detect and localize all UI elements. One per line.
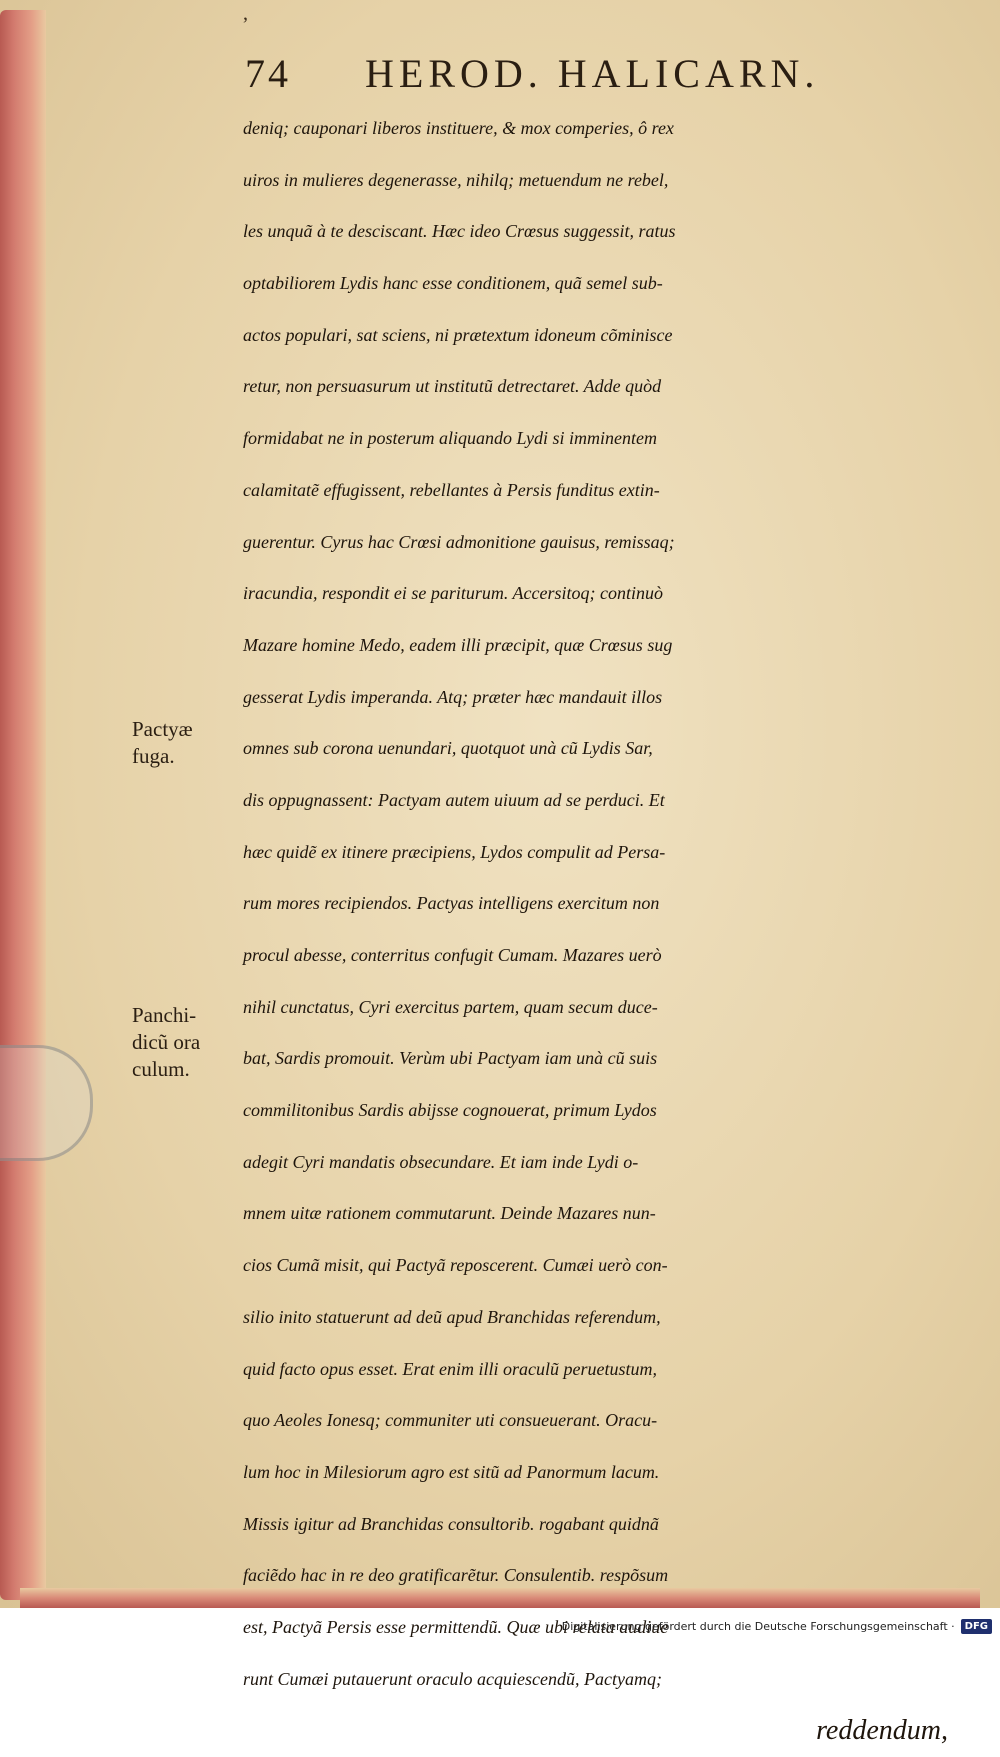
text-line: formidabat ne in posterum aliquando Lydi si imminentem	[243, 428, 657, 449]
digitization-footer	[562, 1616, 992, 1636]
body-text	[243, 103, 963, 1757]
text-line: quid facto opus esset. Erat enim illi oraculũ peruetustum,	[243, 1358, 657, 1379]
text-line: uiros in mulieres degenerasse, nihilq; metuendum ne rebel,	[243, 169, 669, 190]
ink-mark: ʼ	[242, 14, 249, 36]
text-line: runt Cumæi putauerunt oraculo acquiescendũ, Pactyamq;	[243, 1668, 662, 1689]
margin-note-line: dicũ ora	[132, 1030, 201, 1054]
text-line: retur, non persuasurum ut institutũ detrectaret. Adde quòd	[243, 376, 662, 397]
text-line: faciẽdo hac in re deo gratificarẽtur. Consulentib. respõsum	[243, 1565, 669, 1586]
text-line: rum mores recipiendos. Pactyas intelligens exercitum non	[243, 893, 660, 914]
text-line: procul abesse, conterritus confugit Cumam. Mazares uerò	[243, 945, 662, 965]
text-line: silio inito statuerunt ad deũ apud Branchidas referendum,	[243, 1306, 661, 1327]
margin-note-line: culum.	[132, 1057, 190, 1081]
margin-note-line: fuga.	[132, 744, 175, 768]
catchword: reddendum,	[816, 1715, 948, 1747]
text-line: bat, Sardis promouit. Verùm ubi Pactyam iam unà cũ suis	[243, 1048, 658, 1069]
text-line: hæc quidẽ ex itinere præcipiens, Lydos compulit ad Persa-	[243, 841, 666, 862]
text-line: les unquã à te desciscant. Hæc ideo Crœsus suggessit, ratus	[243, 221, 676, 242]
margin-note-pactyae-fuga	[132, 716, 242, 770]
dfg-logo-icon: DFG	[961, 1619, 992, 1634]
text-line: optabiliorem Lydis hanc esse conditionem, quã semel sub-	[243, 273, 663, 294]
page-number: 74	[245, 51, 291, 96]
page-edge-left	[0, 10, 46, 1600]
text-line: omnes sub corona uenundari, quotquot unà cũ Lydis Sar,	[243, 738, 653, 759]
text-line: Mazare homine Medo, eadem illi præcipit, quæ Crœsus sug	[243, 634, 673, 655]
text-line: cios Cumã misit, qui Pactyã reposcerent. Cumæi uerò con-	[243, 1255, 668, 1276]
text-line: actos populari, sat sciens, ni prætextum idoneum cõminisce	[243, 324, 673, 345]
text-line: iracundia, respondit ei se pariturum. Accersitoq; continuò	[243, 583, 663, 604]
margin-note-panchidicum-oraculum	[132, 1002, 242, 1083]
text-line: deniq; cauponari liberos instituere, & mox comperies, ô rex	[243, 118, 674, 138]
text-line: mnem uitæ rationem commutarunt. Deinde Mazares nun-	[243, 1203, 656, 1224]
text-line: Missis igitur ad Branchidas consultorib. rogabant quidnã	[243, 1513, 659, 1534]
text-line: calamitatẽ effugissent, rebellantes à Persis funditus extin-	[243, 479, 660, 500]
text-line: gesserat Lydis imperanda. Atq; præter hæc mandauit illos	[243, 686, 663, 707]
text-line: quo Aeoles Ionesq; communiter uti consueuerant. Oracu-	[243, 1410, 658, 1431]
footer-credit: Digitalisierung gefördert durch die Deutsche Forschungsgemeinschaft ·	[561, 1619, 955, 1633]
text-line: commilitonibus Sardis abijsse cognouerat, primum Lydos	[243, 1100, 657, 1121]
text-line: nihil cunctatus, Cyri exercitus partem, quam secum duce-	[243, 996, 658, 1017]
running-title: HEROD. HALICARN.	[365, 51, 820, 96]
text-line: est, Pactyã Persis esse permittendũ. Quæ ubi relata audiue	[243, 1616, 669, 1637]
margin-note-line: Panchi-	[132, 1003, 197, 1027]
text-line: dis oppugnassent: Pactyam autem uiuum ad se perduci. Et	[243, 789, 665, 810]
text-line: adegit Cyri mandatis obsecundare. Et iam inde Lydi o-	[243, 1151, 639, 1172]
text-line: lum hoc in Milesiorum agro est sitũ ad Panormum lacum.	[243, 1461, 660, 1482]
page-clip	[0, 1045, 93, 1161]
text-line: guerentur. Cyrus hac Crœsi admonitione gauisus, remissaq;	[243, 531, 675, 552]
margin-note-line: Pactyæ	[132, 717, 193, 741]
running-header	[245, 50, 905, 106]
